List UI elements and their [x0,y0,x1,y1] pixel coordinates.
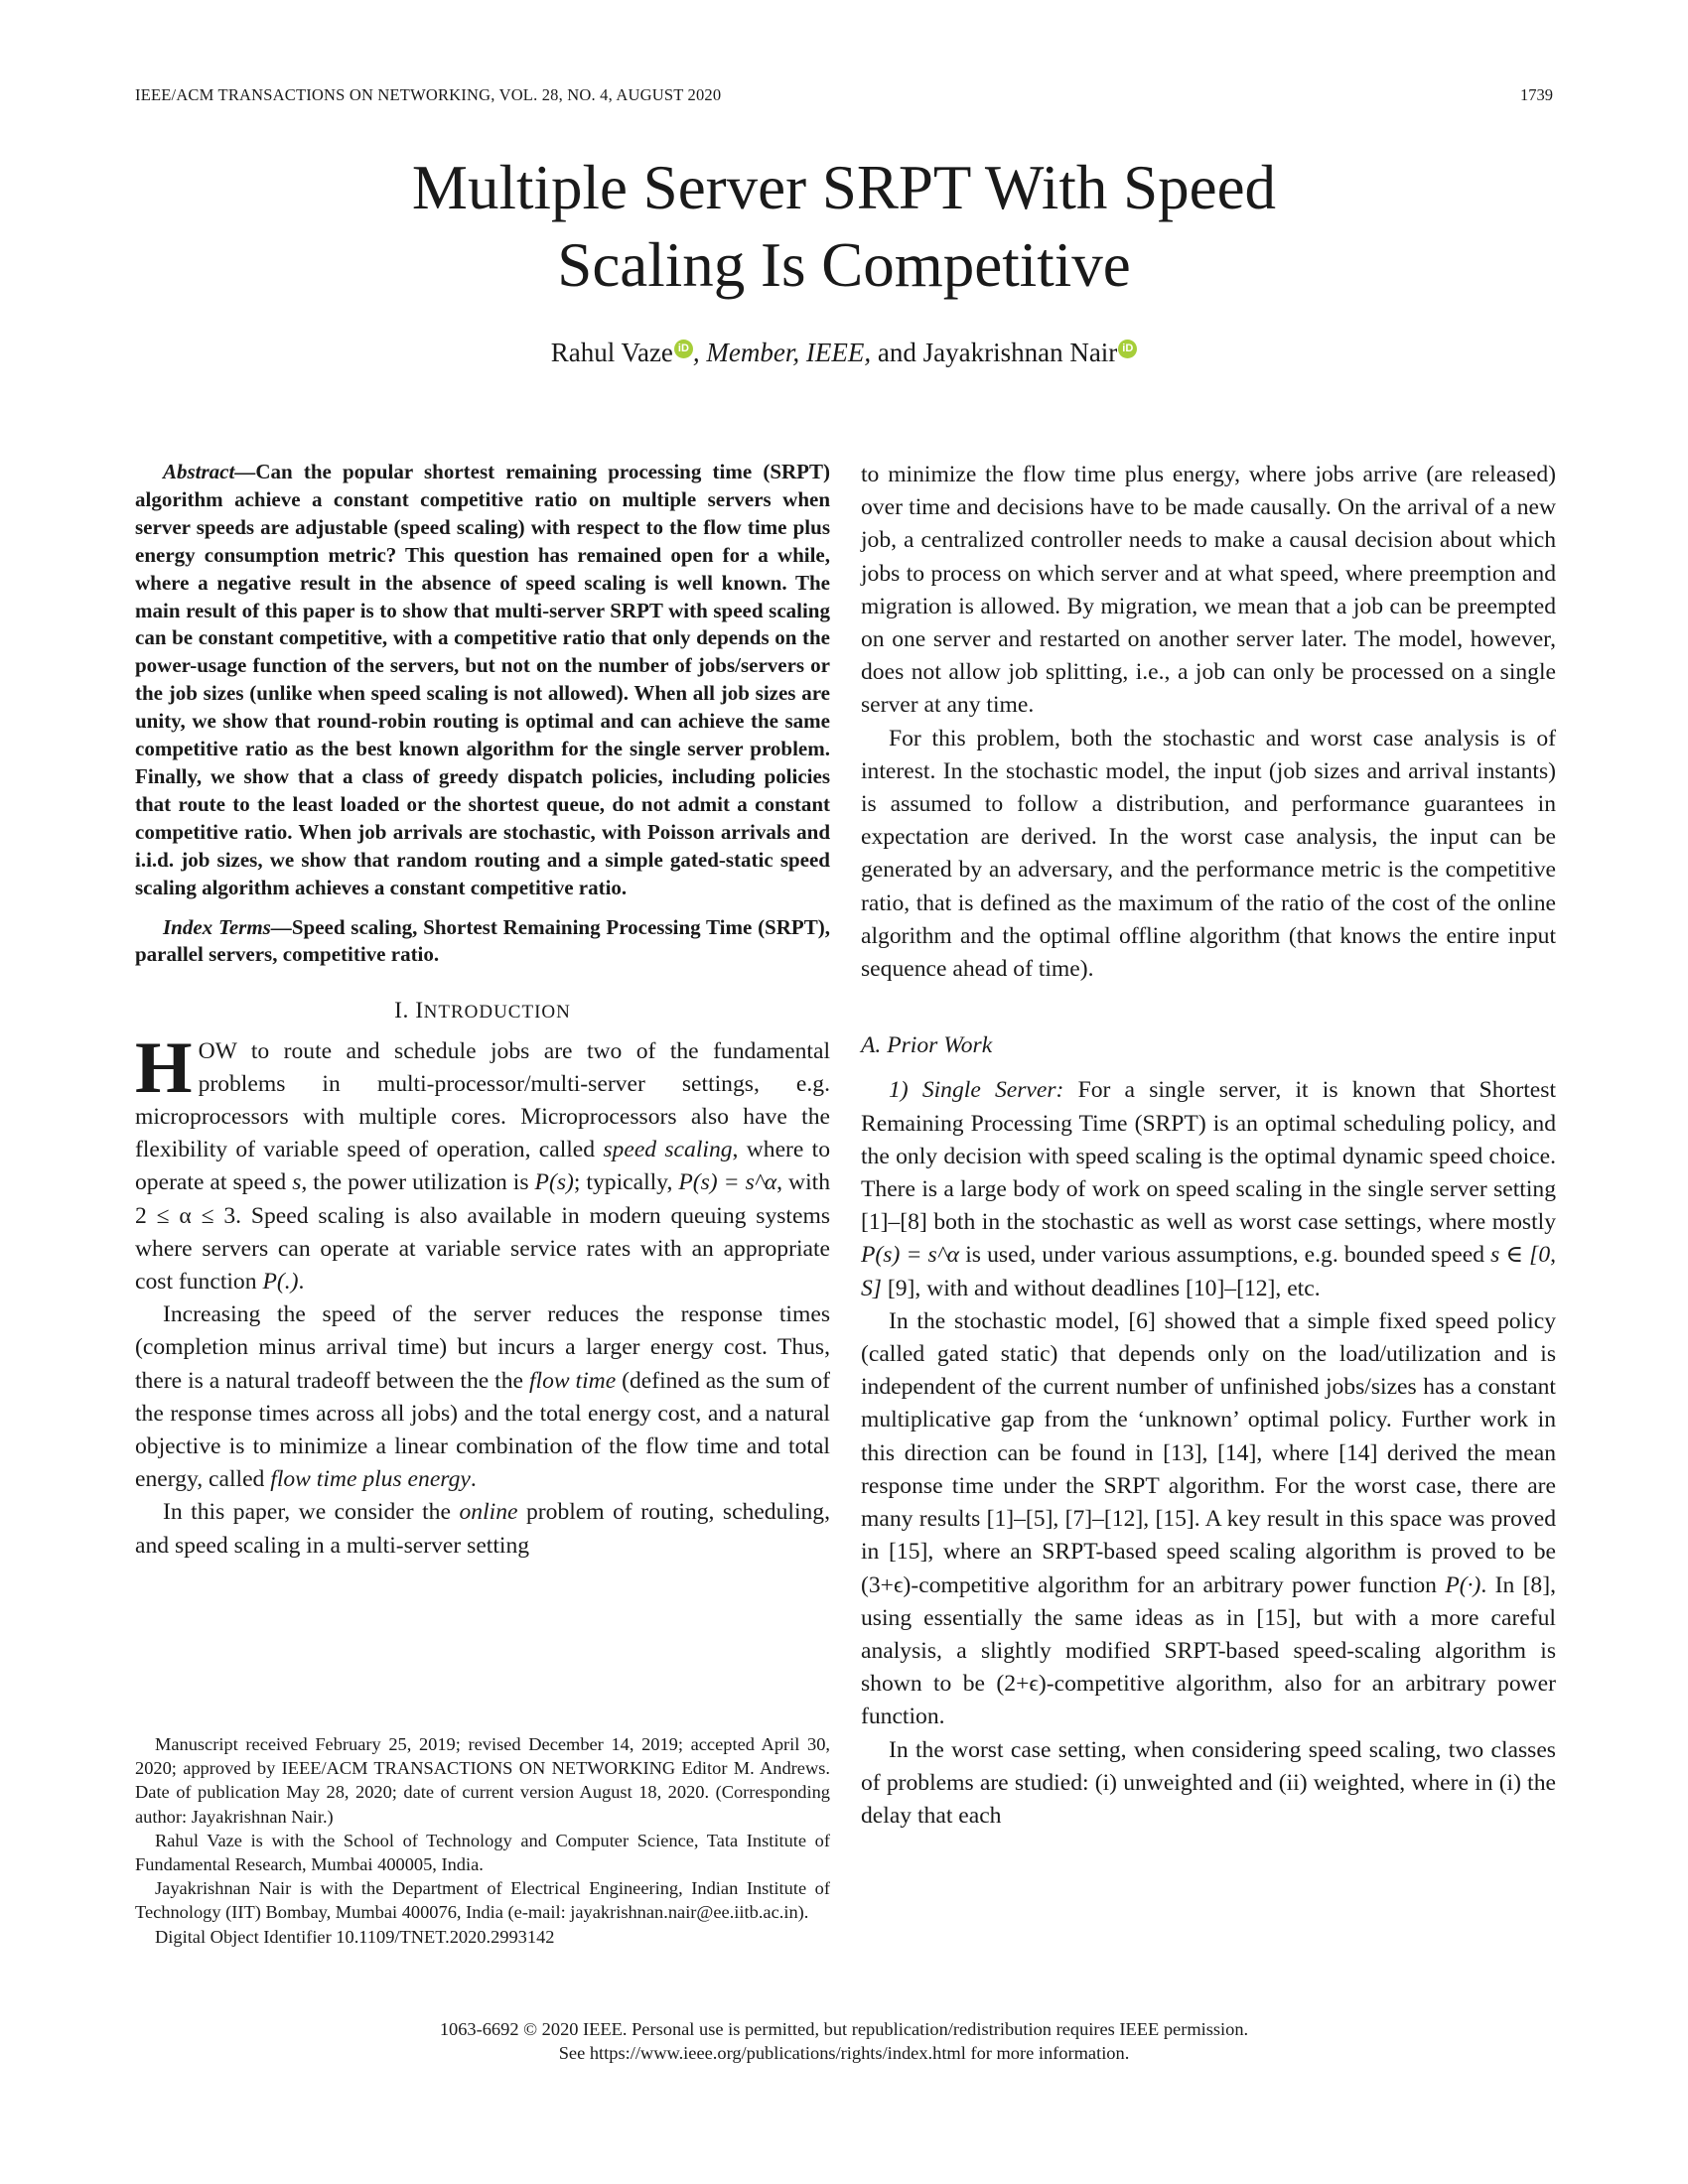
title-line-1: Multiple Server SRPT With Speed [411,153,1277,222]
footnote-author-1: Rahul Vaze is with the School of Technology and Computer Science, Tata Institute of Fundamental Research, Mumbai 400005, India. [135,1830,830,1875]
text-run: problem of routing, scheduling, and speed scaling in a multi-server setting [135,1499,831,1559]
index-terms-label: Index Terms— [163,914,292,939]
text-run: -competitive algorithm for an arbitrary power function [911,1571,1446,1598]
author-1: Rahul Vaze [550,338,673,367]
text-run: ; typically, [573,1169,679,1196]
section-title-rest: NTRODUCTION [423,1002,571,1024]
text-run: In this paper, we consider the [163,1499,460,1526]
text-run: -competitive algorithm, also for an arbitrary power function. [861,1671,1556,1730]
math: P(s) [534,1169,574,1196]
emphasis: flow time [528,1367,617,1394]
orcid-icon[interactable]: iD [674,340,693,358]
page-number: 1739 [1520,85,1553,104]
abstract [135,459,830,902]
section-heading-introduction [135,995,830,1028]
emphasis: speed scaling [603,1137,733,1163]
text-run: In the stochastic model, [6] showed that a simple fixed speed policy (called gated static) that depends only on the load/utilization and is independent of the current number of unfinished jobs/sizes has a constant multiplicative gap from the ‘unknown’ optimal policy. Further work in this direction can be found in [13], [14], where [14] derived the mean response time under the SRPT algorithm. For the worst case, there are many results [1]–[5], [7]–[12], [15]. A key result in this space was proved in [15], where an SRPT-based speed scaling algorithm is proved to be [861,1307,1556,1566]
left-column [135,459,830,1563]
footnotes [135,1732,830,1949]
drop-cap: H [135,1026,193,1109]
author-list [0,338,1688,368]
footnote-manuscript: Manuscript received February 25, 2019; revised December 14, 2019; accepted April 30, 2020; approved by IEEE/ACM TRANSACTIONS ON NETWORKING Editor M. Andrews. Date of publication May 28, 2020; date of current version August 18, 2020. (Corresponding author: Jayakrishnan Nair.) [135,1734,830,1827]
intro-paragraph-2 [135,1298,830,1496]
text-run: [9], with and without deadlines [10]–[12], etc. [881,1275,1321,1301]
section-numeral: I. [394,998,416,1024]
right-paragraph-1: to minimize the flow time plus energy, where jobs arrive (are released) over time and decisions have to be made causally. On the arrival of a new job, a centralized controller needs to make a causal decision about which jobs to process on which server and at what speed, where preemption and migration is allowed. By migration, we mean that a job can be preempted on one server and restarted on another server later. The model, however, does not allow job splitting, i.e., a job can only be processed on a single server at any time. [861,462,1556,719]
running-header: IEEE/ACM TRANSACTIONS ON NETWORKING, VOL. 28, NO. 4, AUGUST 2020 [135,85,722,104]
math: s ∈ [0, S] [861,1242,1557,1301]
text-run: For a single server, it is known that Shortest Remaining Processing Time (SRPT) is an optimal scheduling policy, and the only decision with speed scaling is the optimal dynamic speed choice. There is a large body of work on speed scaling in the single server setting [1]–[8] both in the stochastic as well as worst case settings, where mostly [861,1077,1556,1236]
text-run: , where to operate at speed [135,1137,831,1196]
math: P(.) [262,1268,299,1295]
paragraph-lead: 1) Single Server: [889,1077,1064,1104]
index-terms [135,914,830,970]
intro-paragraph-1 [135,1026,831,1299]
orcid-icon[interactable]: iD [1118,340,1137,358]
right-paragraph-2: For this problem, both the stochastic and worst case analysis is of interest. In the stochastic model, the input (job sizes and arrival instants) is assumed to follow a distribution, and performance guarantees in expectation are derived. In the worst case analysis, the input can be generated by an adversary, and the performance metric is the competitive ratio, that is defined as the maximum of the ratio of the cost of the online algorithm and the optimal offline algorithm (that knows the entire input sequence ahead of time). [861,725,1556,983]
right-paragraph-5: In the worst case setting, when considering speed scaling, two classes of problems are studied: (i) unweighted and (ii) weighted, where in (i) the delay that each [861,1736,1556,1829]
text-run: (defined as the sum of the response times across all jobs) and the total energy cost, and a natural objective is to minimize a linear combination of the flow time and total energy, called [135,1367,831,1493]
text-run: , with 2 ≤ α ≤ 3. Speed scaling is also available in modern queuing systems where servers can operate at variable service rates with an appropriate cost function [135,1169,830,1295]
text-run: OW to route and schedule jobs are two of the fundamental problems in multi-processor/multi-server settings, e.g. microprocessors with multiple cores. Microprocessors also have the flexibility of variable speed of operation, called [135,1037,830,1163]
right-paragraph-3 [861,1074,1556,1304]
paper-title [0,149,1688,304]
intro-paragraph-3 [135,1496,830,1562]
math: (3+ϵ) [861,1571,912,1598]
text-run: , the power utilization is [301,1169,535,1196]
math: P(s) = s^α [861,1242,960,1269]
title-line-2: Scaling Is Competitive [557,230,1131,300]
subsection-heading-prior-work: A. Prior Work [861,1032,993,1059]
author-conjunction: and [871,338,923,367]
text-run: Increasing the speed of the server reduces the response times (completion minus arrival time) but incurs a larger energy cost. Thus, there is a natural tradeoff between the the [135,1301,830,1394]
index-terms-text: Speed scaling, Shortest Remaining Processing Time (SRPT), parallel servers, competitive ratio. [135,914,830,967]
rights-link-line[interactable]: See https://www.ieee.org/publications/rights/index.html for more information. [558,2043,1130,2063]
right-paragraph-4 [861,1305,1556,1734]
copyright-footer [0,2017,1688,2065]
math: P(·) [1445,1571,1481,1598]
text-run: . [298,1268,305,1295]
right-column [861,459,1556,1833]
footnote-doi: Digital Object Identifier 10.1109/TNET.2020.2993142 [155,1926,555,1947]
math: (2+ϵ) [996,1671,1047,1698]
author-2: Jayakrishnan Nair [922,338,1118,367]
emphasis: online [459,1499,518,1526]
math: s [292,1169,302,1196]
emphasis: flow time plus energy [270,1466,471,1493]
author-1-affiliation: , Member, IEEE, [692,338,872,367]
abstract-label: Abstract— [163,460,256,483]
text-run: . In [8], using essentially the same ideas as in [15], but with a more careful analysis, a slightly modified SRPT-based speed-scaling algorithm is shown to be [861,1571,1556,1698]
math: P(s) = s^α [678,1169,777,1196]
footnote-author-2: Jayakrishnan Nair is with the Department of Electrical Engineering, Indian Institute of Technology (IIT) Bombay, Mumbai 400076, India (e-mail: jayakrishnan.nair@ee.iitb.ac.in). [135,1878,830,1923]
text-run: is used, under various assumptions, e.g. bounded speed [959,1242,1491,1269]
copyright-line: 1063-6692 © 2020 IEEE. Personal use is permitted, but republication/redistribution requires IEEE permission. [439,2019,1249,2039]
section-initial: I [415,998,424,1024]
abstract-text: Can the popular shortest remaining processing time (SRPT) algorithm achieve a constant competitive ratio on multiple servers when server speeds are adjustable (speed scaling) with respect to the flow time plus energy consumption metric? This question has remained open for a while, where a negative result in the absence of speed scaling is well known. The main result of this paper is to show that multi-server SRPT with speed scaling can be constant competitive, with a competitive ratio that only depends on the power-usage function of the servers, but not on the number of jobs/servers or the job sizes (unlike when speed scaling is not allowed). When all job sizes are unity, we show that round-robin routing is optimal and can achieve the same competitive ratio as the best known algorithm for the single server problem. Finally, we show that a class of greedy dispatch policies, including policies that route to the least loaded or the shortest queue, do not admit a constant competitive ratio. When job arrivals are stochastic, with Poisson arrivals and i.i.d. job sizes, we show that random routing and a simple gated-static speed scaling algorithm achieves a constant competitive ratio. [135,460,830,899]
text-run: . [470,1466,477,1493]
